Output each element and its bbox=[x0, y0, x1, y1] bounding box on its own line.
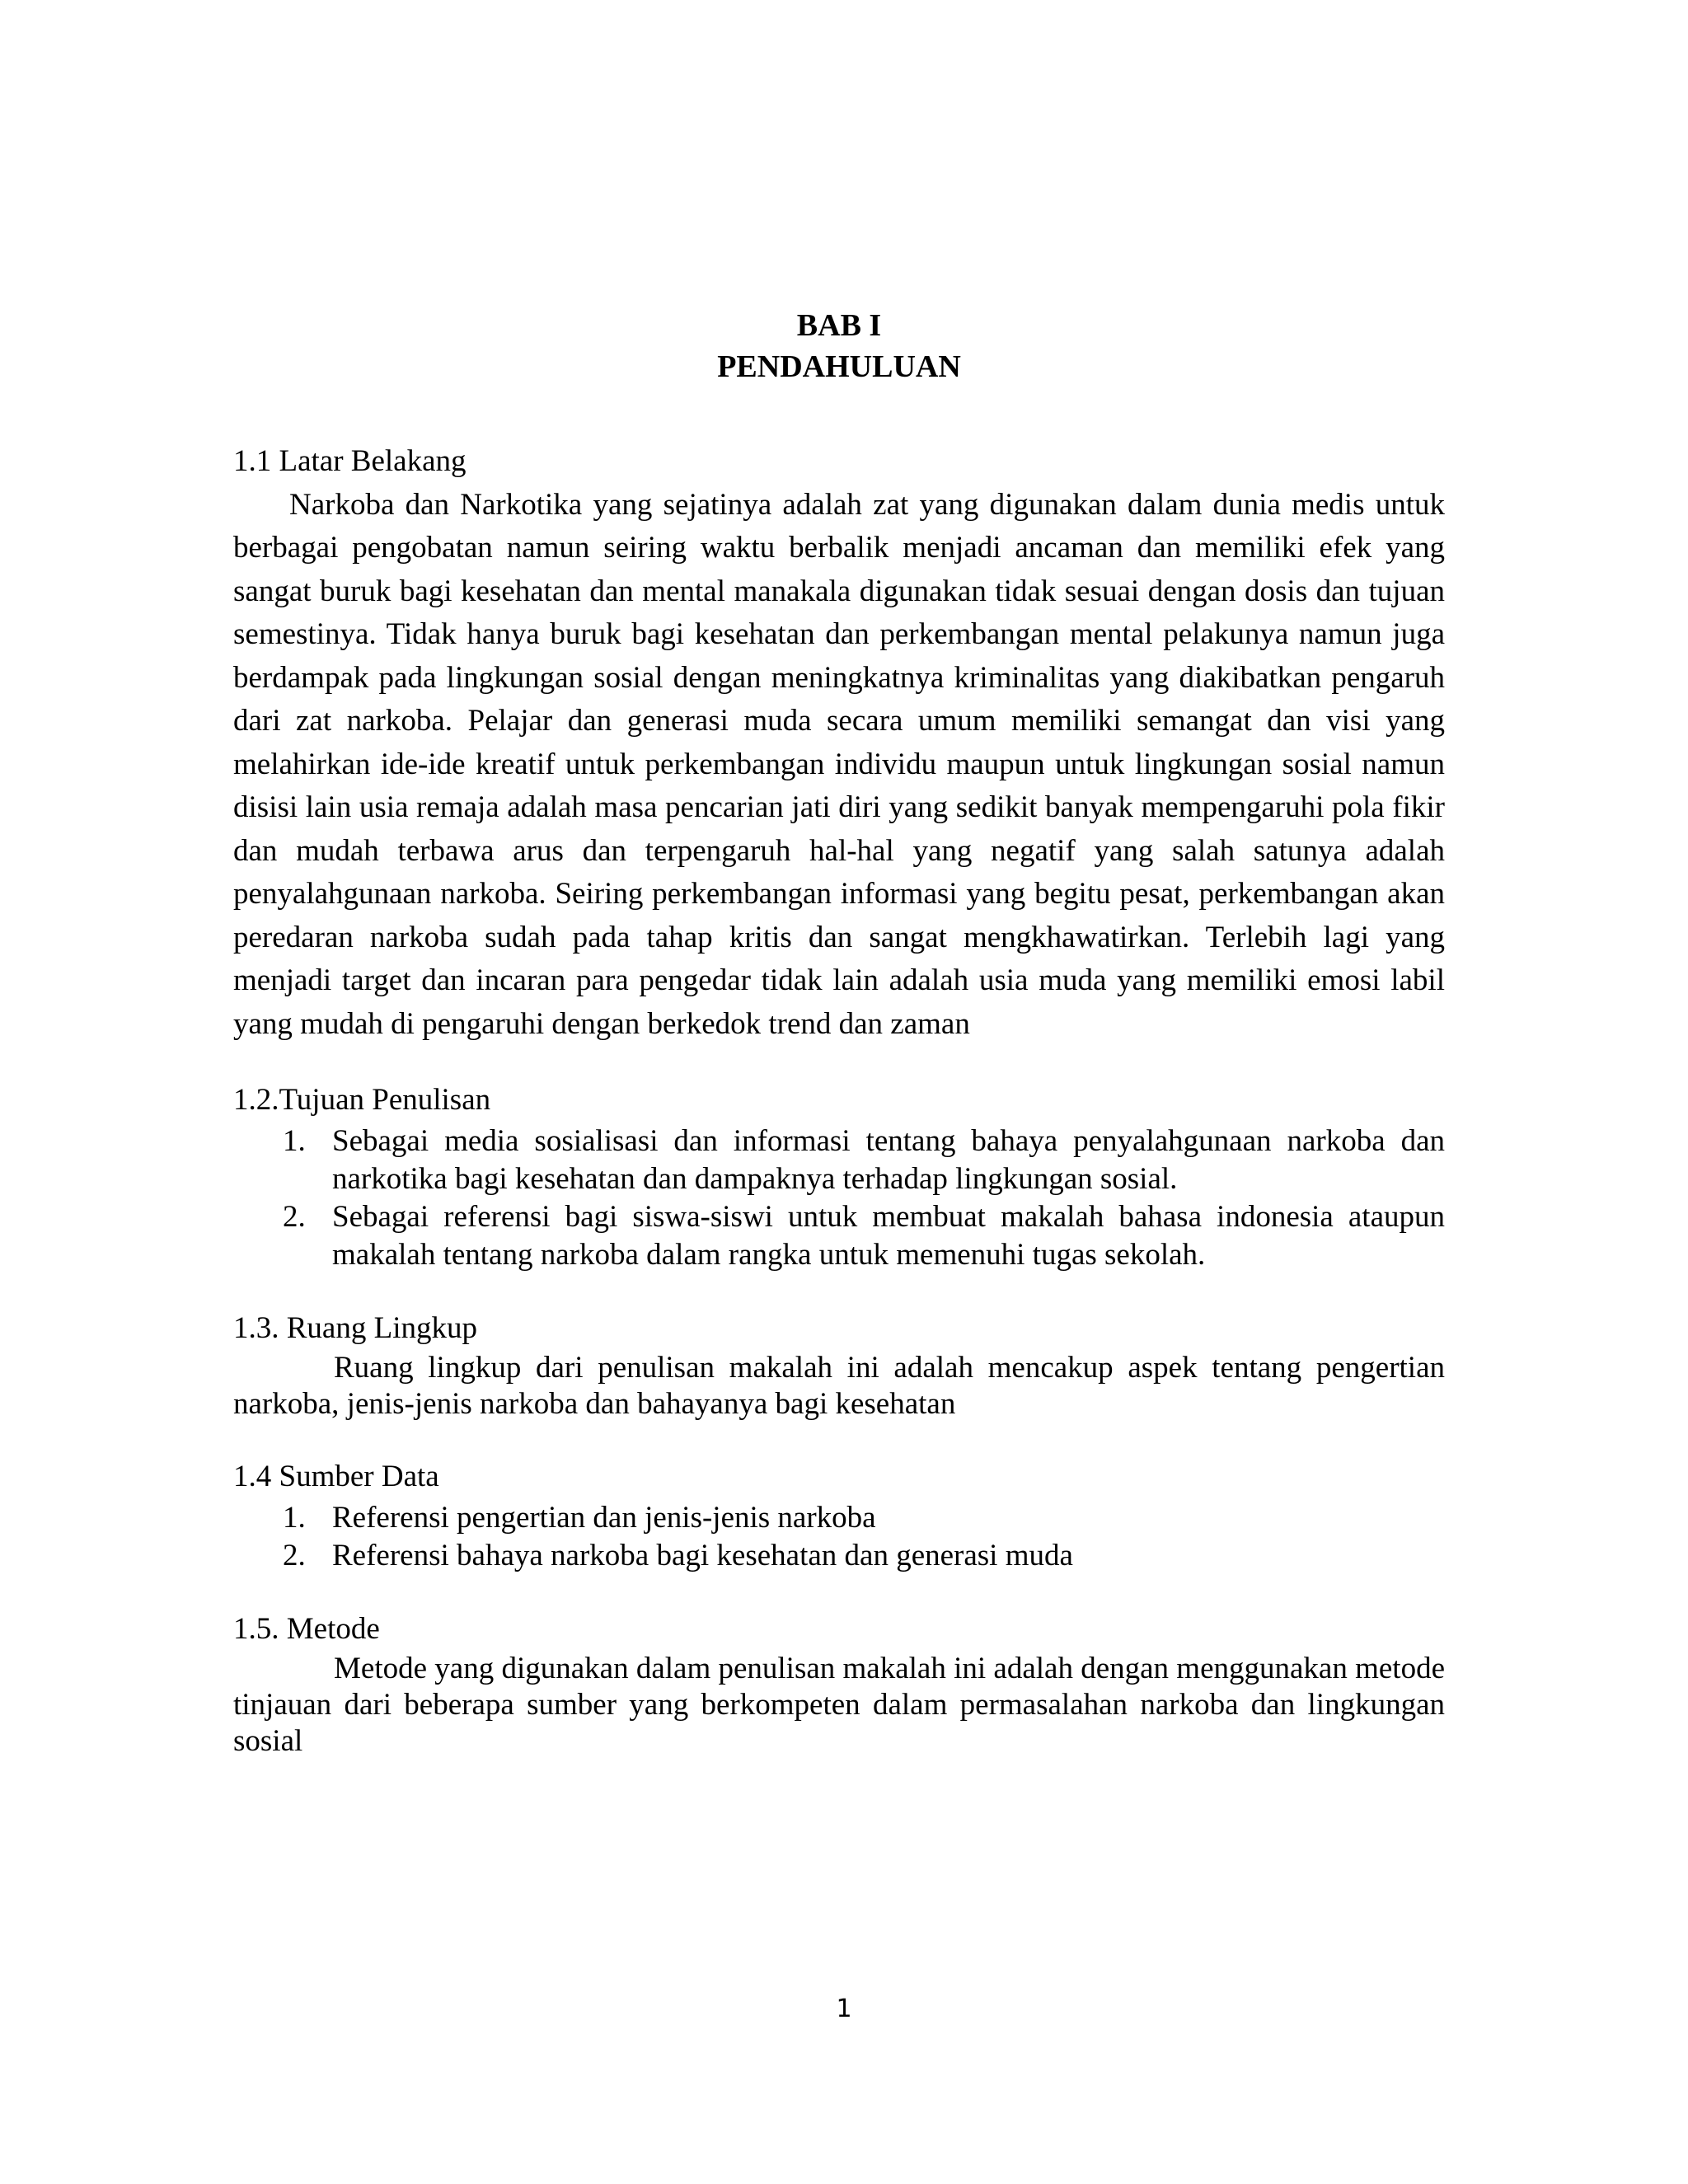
list-item-text: Referensi bahaya narkoba bagi kesehatan dan generasi muda bbox=[332, 1538, 1073, 1572]
section-sources bbox=[233, 1455, 1445, 1575]
section-heading: 1.1 Latar Belakang bbox=[233, 444, 467, 478]
list-item bbox=[283, 1499, 1445, 1537]
section-purpose bbox=[233, 1079, 1445, 1274]
list-item-number: 2. bbox=[283, 1199, 306, 1234]
list-item-text: Sebagai media sosialisasi dan informasi tentang bahaya penyalahgunaan narkoba dan narkotika bagi kesehatan dan dampaknya terhadap lingkungan sosial. bbox=[332, 1123, 1445, 1196]
list-item-text: Referensi pengertian dan jenis-jenis narkoba bbox=[332, 1500, 876, 1535]
spacer bbox=[233, 1422, 1445, 1455]
chapter-title: PENDAHULUAN bbox=[717, 349, 961, 384]
list-item-number: 2. bbox=[283, 1538, 306, 1572]
section-paragraph: Ruang lingkup dari penulisan makalah ini adalah mencakup aspek tentang pengertian narkoba, jenis-jenis narkoba dan bahayanya bagi kesehatan bbox=[233, 1351, 1445, 1421]
page-number: 1 bbox=[836, 1994, 852, 2023]
list-item bbox=[283, 1122, 1445, 1198]
list-item bbox=[283, 1198, 1445, 1274]
section-heading: 1.2.Tujuan Penulisan bbox=[233, 1083, 491, 1117]
list-item-number: 1. bbox=[283, 1500, 306, 1535]
section-background bbox=[233, 440, 1445, 1046]
purpose-list bbox=[233, 1122, 1445, 1274]
section-heading: 1.3. Ruang Lingkup bbox=[233, 1310, 477, 1345]
spacer bbox=[233, 1046, 1445, 1079]
section-paragraph: Metode yang digunakan dalam penulisan makalah ini adalah dengan menggunakan metode tinjauan dari beberapa sumber yang berkompeten dalam permasalahan narkoba dan lingkungan sosial bbox=[233, 1652, 1446, 1758]
section-heading: 1.5. Metode bbox=[233, 1611, 380, 1646]
list-item-text: Sebagai referensi bagi siswa-siswi untuk membuat makalah bahasa indonesia ataupun makalah tentang narkoba dalam rangka untuk memenuhi tugas sekolah. bbox=[332, 1199, 1445, 1272]
section-heading: 1.4 Sumber Data bbox=[233, 1460, 439, 1493]
section-method bbox=[233, 1608, 1445, 1760]
list-item bbox=[283, 1537, 1445, 1575]
section-scope bbox=[233, 1307, 1445, 1423]
spacer bbox=[233, 1274, 1445, 1307]
section-paragraph: Narkoba dan Narkotika yang sejatinya adalah zat yang digunakan dalam dunia medis untuk berbagai pengobatan namun seiring waktu berbalik menjadi ancaman dan memiliki efek yang sangat buruk bagi kesehatan dan mental manakala digunakan tidak sesuai dengan dosis dan tujuan semestinya. Tidak hanya buruk bagi kesehatan dan perkembangan mental pelakunya namun juga berdampak pada lingkungan sosial dengan meningkatnya kriminalitas yang diakibatkan pengaruh dari zat narkoba. Pelajar dan generasi muda secara umum memiliki semangat dan visi yang melahirkan ide-ide kreatif untuk perkembangan individu maupun untuk lingkungan sosial namun disisi lain usia remaja adalah masa pencarian jati diri yang sedikit banyak mempengaruhi pola fikir dan mudah terbawa arus dan terpengaruh hal-hal yang negatif yang salah satunya adalah penyalahgunaan narkoba. Seiring perkembangan informasi yang begitu pesat, perkembangan akan peredaran narkoba sudah pada tahap kritis dan sangat mengkhawatirkan. Terlebih lagi yang menjadi target dan incaran para pengedar tidak lain adalah usia muda yang memiliki emosi labil yang mudah di pengaruhi dengan berkedok trend dan zaman bbox=[233, 487, 1445, 1041]
chapter-number: BAB I bbox=[796, 308, 882, 343]
spacer bbox=[233, 387, 1445, 440]
list-item-number: 1. bbox=[283, 1123, 306, 1158]
spacer bbox=[233, 1575, 1445, 1608]
sources-list bbox=[233, 1499, 1445, 1575]
page-content bbox=[233, 305, 1445, 1760]
